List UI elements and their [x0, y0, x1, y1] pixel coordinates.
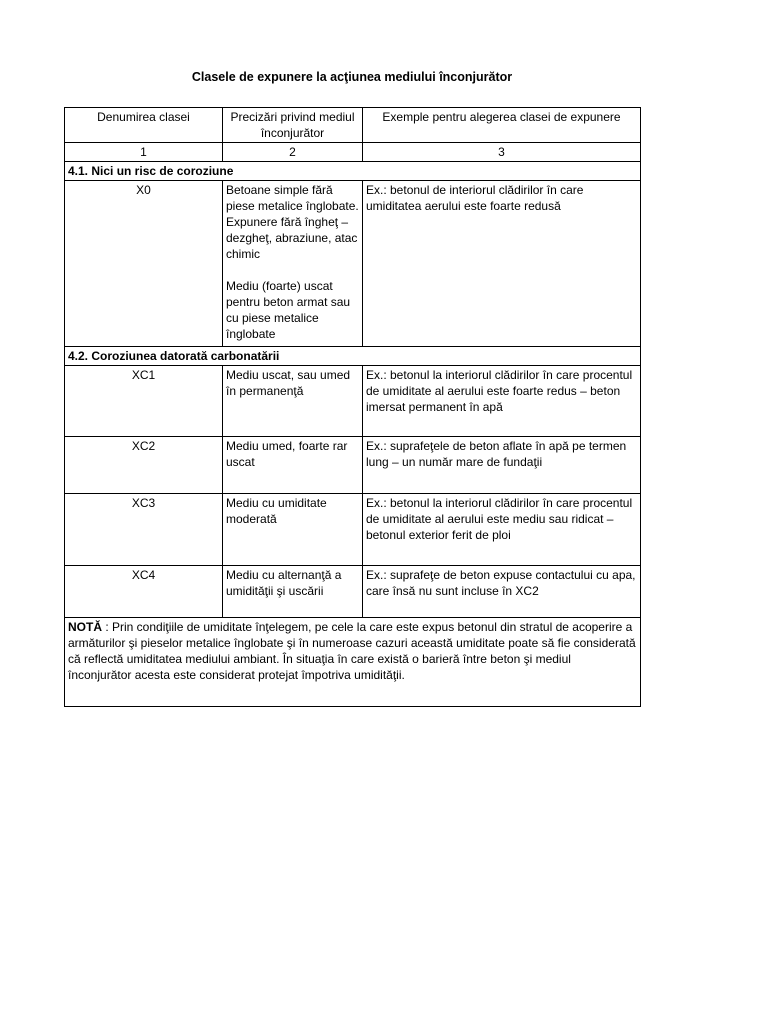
- document-title: Clasele de expunere la acţiunea mediului înconjurător: [191, 70, 513, 84]
- note-row: [65, 618, 641, 707]
- column-number-row: [65, 143, 641, 162]
- class-code: XC2: [65, 437, 223, 494]
- header-examples: Exemple pentru alegerea clasei de expunere: [363, 108, 641, 143]
- column-number: 3: [363, 143, 641, 162]
- class-example: Ex.: suprafeţe de beton expuse contactului cu apa, care însă nu sunt incluse în XC2: [363, 566, 641, 618]
- class-environment: [223, 181, 363, 347]
- class-code: XC4: [65, 566, 223, 618]
- section-row: [65, 162, 641, 181]
- section-row: [65, 347, 641, 366]
- note-label: NOTĂ: [68, 620, 102, 634]
- header-class-name: Denumirea clasei: [65, 108, 223, 143]
- note-cell: [65, 618, 641, 707]
- column-number: 2: [223, 143, 363, 162]
- class-code: XC1: [65, 366, 223, 437]
- section-title: 4.2. Coroziunea datorată carbonatării: [65, 347, 641, 366]
- class-example: Ex.: betonul la interiorul clădirilor în care procentul de umiditate al aerului este mediu sau ridicat – betonul exterior ferit de ploi: [363, 494, 641, 566]
- class-environment: Mediu uscat, sau umed în permanenţă: [223, 366, 363, 437]
- class-code: XC3: [65, 494, 223, 566]
- exposure-classes-table: [64, 107, 641, 707]
- environment-paragraph: Mediu (foarte) uscat pentru beton armat sau cu piese metalice înglobate: [226, 279, 351, 341]
- table-row: [65, 366, 641, 437]
- class-environment: Mediu cu alternanţă a umidităţii şi uscării: [223, 566, 363, 618]
- section-title: 4.1. Nici un risc de coroziune: [65, 162, 641, 181]
- header-environment: Precizări privind mediul înconjurător: [223, 108, 363, 143]
- note-text: : Prin condiţiile de umiditate înţelegem, pe cele la care este expus betonul din stratul de acoperire a armăturilor şi pieselor metalice înglobate şi în numeroase cazuri această umiditate poate să fie considerată că reflectă umiditatea mediului ambiant. În situaţia în care există o barieră între beton şi mediul înconjurător acesta este considerat protejat împotriva umidităţii.: [68, 620, 636, 682]
- table-row: [65, 566, 641, 618]
- class-example: Ex.: betonul la interiorul clădirilor în care procentul de umiditate al aerului este foarte redus – beton imersat permanent în apă: [363, 366, 641, 437]
- header-row: [65, 108, 641, 143]
- class-environment: Mediu umed, foarte rar uscat: [223, 437, 363, 494]
- class-example: Ex.: betonul de interiorul clădirilor în care umiditatea aerului este foarte redusă: [363, 181, 641, 347]
- table-row: [65, 437, 641, 494]
- table-row: [65, 181, 641, 347]
- class-environment: Mediu cu umiditate moderată: [223, 494, 363, 566]
- class-code: X0: [65, 181, 223, 347]
- table-row: [65, 494, 641, 566]
- environment-paragraph: Betoane simple fără piese metalice înglobate. Expunere fără îngheţ – dezgheţ, abraziune, atac chimic: [226, 183, 359, 261]
- class-example: Ex.: suprafeţele de beton aflate în apă pe termen lung – un număr mare de fundaţii: [363, 437, 641, 494]
- column-number: 1: [65, 143, 223, 162]
